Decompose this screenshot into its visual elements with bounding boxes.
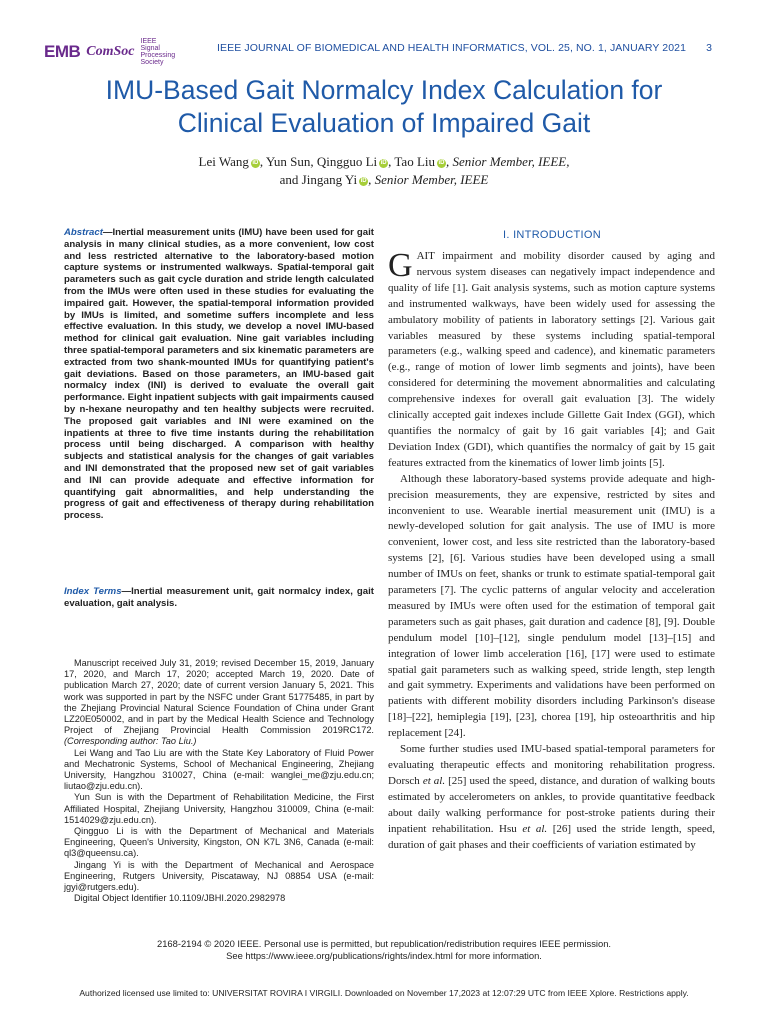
footnotes — [64, 658, 374, 904]
et-al: et al. — [422, 774, 446, 787]
index-terms-label: Index Terms — [64, 586, 122, 597]
section-heading: I. INTRODUCTION — [503, 229, 601, 241]
abstract — [64, 227, 374, 522]
abstract-text: —Inertial measurement units (IMU) have been used for gait analysis in many clinical studies, as a more convenient, low cost and less restricted alternative to the laboratory-based motion capture systems or instrumented walkways. Spatial-temporal gait parameters such as gait cycle duration and stride length calculated from the IMUs were often used in these studies for evaluating the impaired gait. However, the spatial-temporal information provided by IMUs is limited, and sometime suffers incomplete and less effective evaluation. In this study, we develop a novel IMU-based method for clinical gait evaluation. Nine gait variables including three spatial-temporal parameters and six kinematic parameters are extracted from two shank-mounted IMUs for quantifying patient's gait deviations. Based on those parameters, an IMU-based gait normalcy index (INI) is derived to evaluate the overall gait performance. Eight inpatient subjects with gait impairments caused by n-hexane neuropathy and ten healthy subjects were recruited. The proposed gait variables and INI were examined on the inpatients at three to five time instants during the rehabilitation process until being discharged. A comparison with healthy subjects and statistical analysis for the changes of gait variables and INI demonstrated that the proposed new set of gait variables and INI can provide adequate and effective information for quantifying gait abnormalities, and help understanding the progress of gait and effectiveness of therapy during rehabilitation process. — [64, 227, 374, 522]
copyright-line-2: See https://www.ieee.org/publications/rights/index.html for more information. — [226, 950, 542, 961]
footnote-affiliation: Qingguo Li is with the Department of Mechanical and Materials Engineering, Queen's University, Kingston, ON K7L 3N6, Canada (e-mail: ql3@queensu.ca). — [64, 826, 374, 859]
license-notice: Authorized licensed use limited to: UNIVERSITAT ROVIRA I VIRGILI. Downloaded on November 17,2023 at 12:07:29 UTC from IEEE Xplore. Restrictions apply. — [79, 988, 689, 998]
paragraph-text: Some further studies used IMU-based spatial-temporal parameters for evaluating therapeutic effects and monitoring rehabilitation progress. Dorsch — [388, 743, 715, 787]
author-name: and Jingang Yi — [279, 172, 358, 187]
paragraph-text: [25] used the speed, distance, and duration of walking bouts estimated by accelerometers on ankles, to provide quantitative feedback about daily walking performance for post-stroke patients during their inpatient rehabilitation. Hsu — [388, 774, 715, 835]
paragraph-text: [26] used the stride length, speed, duration of gait phases and their coefficients of variation estimated by — [388, 822, 715, 851]
footnote-manuscript — [64, 658, 374, 748]
copyright-notice — [60, 938, 708, 962]
orcid-icon[interactable]: iD — [380, 160, 387, 166]
orcid-icon[interactable]: iD — [360, 178, 367, 184]
footnote-affiliation: Yun Sun is with the Department of Rehabilitation Medicine, the First Affiliated Hospital, Zhejiang University, Hangzhou 310009, China (e-mail: 1514029@zju.edu.cn). — [64, 792, 374, 825]
journal-name: IEEE JOURNAL OF BIOMEDICAL AND HEALTH INFORMATICS, VOL. 25, NO. 1, JANUARY 2021 — [217, 42, 687, 54]
page-number: 3 — [706, 42, 712, 54]
footnote-doi: Digital Object Identifier 10.1109/JBHI.2020.2982978 — [74, 893, 286, 904]
orcid-icon[interactable]: iD — [252, 160, 259, 166]
author-list — [60, 153, 708, 189]
author-name: Lei Wang — [198, 154, 249, 169]
footnote-affiliation: Lei Wang and Tao Liu are with the State Key Laboratory of Fluid Power and Mechatronic Systems, School of Mechanical Engineering, Zhejiang University, Hangzhou 310027, China (e-mail: wanglei_me@zju.edu.cn; liutao@zju.edu.cn). — [64, 747, 374, 792]
author-line-2 — [60, 171, 708, 189]
publisher-logos — [44, 38, 175, 66]
footnote-affiliation: Jingang Yi is with the Department of Mechanical and Aerospace Engineering, Rutgers University, Piscataway, NJ 08854 USA (e-mail: jgyi@rutgers.edu). — [64, 859, 374, 893]
author-name: , Yun Sun, Qingguo Li — [259, 154, 378, 169]
paragraph-text: AIT impairment and mobility disorder caused by aging and nervous system diseases can negatively impact independence and quality of life [1]. Gait analysis systems, such as motion capture systems and instrumented walkways, have been widely used for assessing the ambulatory mobility of patients in laboratory settings [2]. Various gait variables measured by these systems including spatial-temporal parameters (e.g., walking speed and cadence), and kinematic parameters (e.g., range of motion of lower limb segments and joints), have been considered for determining the movement abnormalities and calculating comprehensive indexes for overall gait evaluation [3]. The widely clinically accepted gait indexes include Gillette Gait Index (GGI), which quantifies the normalcy of gait by 16 gait variables [4]; and Gait Deviation Index (GDI), which quantifies the normalcy of gait by 15 gait features extracted from the kinematics of lower limb joints [5]. — [388, 250, 715, 469]
author-name: , Tao Liu — [388, 154, 435, 169]
emb-logo: EMB — [44, 42, 81, 61]
title-line-2: Clinical Evaluation of Impaired Gait — [177, 108, 591, 138]
index-terms — [64, 586, 374, 610]
drop-cap: G — [388, 247, 413, 284]
author-role: , Senior Member, IEEE — [368, 172, 489, 187]
footnote-text: Manuscript received July 31, 2019; revised December 15, 2019, January 17, 2020, and March 17, 2020; accepted March 19, 2020. Date of publication March 27, 2020; date of current version January 5, 2021. This work was supported in part by the NSFC under Grant 51775485, in part by the Zhejiang Provincial Natural Science Foundation of China under Grant LZ20E050002, and in part by the Medical Health Science and Technology Project of Zhejiang Provincial Health Commission 2019RC172. — [64, 658, 374, 736]
author-role: , Senior Member, IEEE, — [446, 154, 570, 169]
et-al: et al. — [522, 822, 548, 835]
paragraph — [388, 249, 715, 472]
author-line-1 — [60, 153, 708, 171]
comsoc-logo: ComSoc — [86, 44, 135, 59]
paper-title — [40, 74, 728, 140]
signal-processing-logo: IEEE Signal Processing Society — [140, 38, 176, 66]
index-terms-text: —Inertial measurement unit, gait normalcy index, gait evaluation, gait analysis. — [64, 586, 374, 609]
paragraph: Although these laboratory-based systems provide adequate and high-precision measurements, they are expensive, restricted by sites and inconvenient to use. Wearable inertial measurement unit (IMU) is a newly-developed solution for gait analysis. The use of IMU is more convenient, lower cost, and less site restricted than the laboratory-based systems [2], [6]. Various studies have been developed using a small number of IMUs on feet, shanks or trunk to estimate spatial-temporal gait parameters [7]. The cyclic patterns of angular velocity and acceleration measured by IMUs were often used for the estimation of temporal gait parameters such as gait phases, gait duration and cadence [8], [9]. Double pendulum model [10]–[12], single pendulum model [13]–[15] and integration of lower limb acceleration [16], [17] were used to estimate spatial gait parameters such as walking speed, stride length, step length and gait symmetry. Experiments and validations have been performed on patients with different mobility disorders including Parkinson's disease [18]–[22], hemiplegia [19], [23], chorea [19], hip osteoarthritis and hip replacement [24]. — [388, 472, 715, 740]
abstract-label: Abstract — [64, 227, 103, 238]
orcid-icon[interactable]: iD — [438, 160, 445, 166]
introduction-body — [388, 249, 715, 853]
title-line-1: IMU-Based Gait Normalcy Index Calculation for — [105, 75, 663, 105]
corresponding-author: (Corresponding author: Tao Liu.) — [64, 736, 197, 747]
paragraph — [388, 742, 715, 853]
running-header — [44, 38, 724, 68]
copyright-line-1: 2168-2194 © 2020 IEEE. Personal use is permitted, but republication/redistribution requires IEEE permission. — [156, 938, 612, 949]
